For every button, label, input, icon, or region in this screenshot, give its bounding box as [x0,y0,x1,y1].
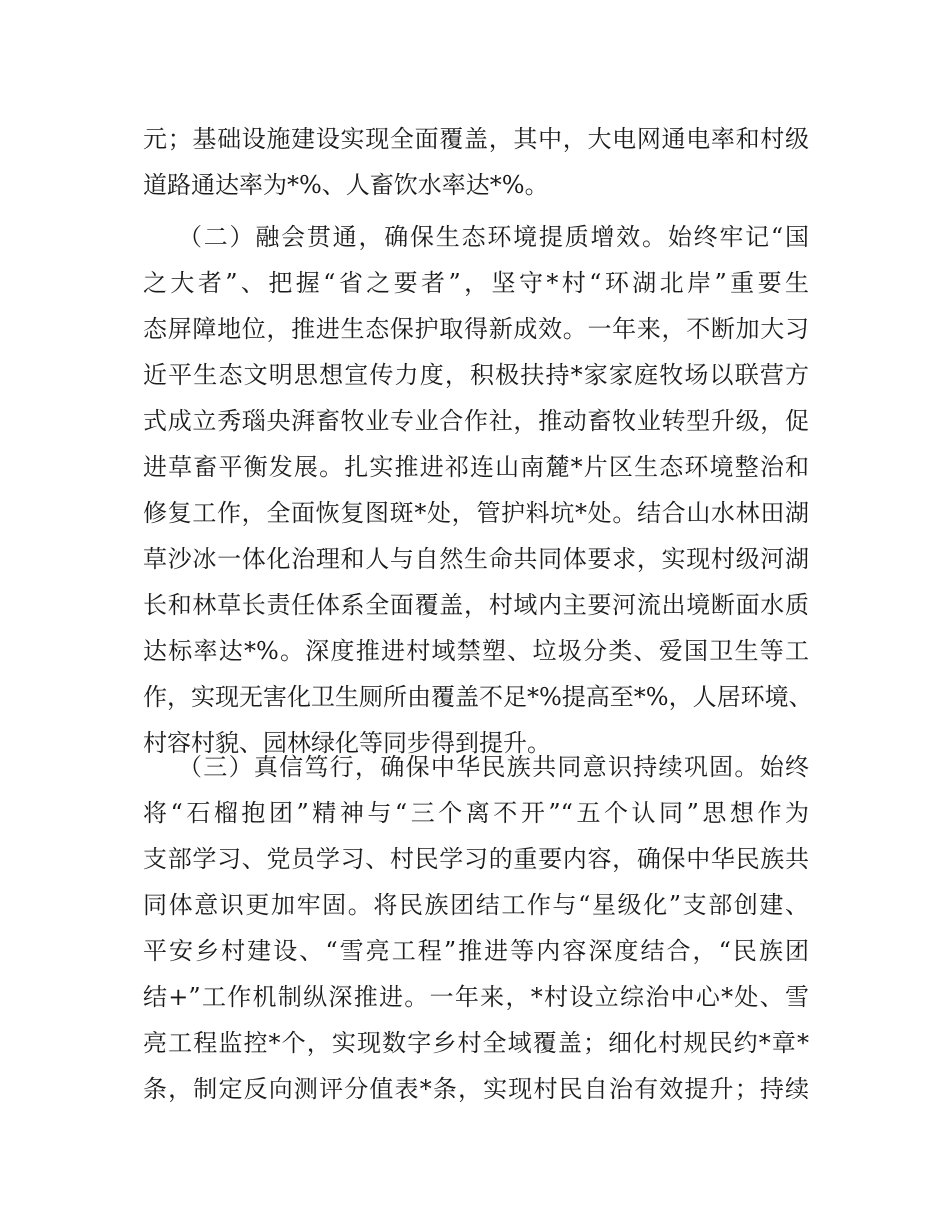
text-line: 支部学习、党员学习、村民学习的重要内容，确保中华民族共 [143,845,809,873]
text-line: 亮工程监控*个，实现数字乡村全域覆盖；细化村规民约*章* [143,1029,809,1057]
text-line: 态屏障地位，推进生态保护取得新成效。一年来，不断加大习 [143,315,809,343]
text-line: 道路通达率为*%、人畜饮水率达*%。 [143,171,549,199]
text-line: 之大者”、把握“省之要者”，坚守*村“环湖北岸”重要生 [143,269,809,297]
text-line: 草沙冰一体化治理和人与自然生命共同体要求，实现村级河湖 [143,545,809,573]
text-line: 将“石榴抱团”精神与“三个离不开”“五个认同”思想作为 [143,799,809,827]
section-heading-line: （二）融会贯通，确保生态环境提质增效。始终牢记“国 [178,223,809,251]
text-line: 作，实现无害化卫生厕所由覆盖不足*%提高至*%，人居环境、 [143,683,813,711]
text-line: 同体意识更加牢固。将民族团结工作与“星级化”支部创建、 [143,891,809,919]
text-line: 村容村貌、园林绿化等同步得到提升。 [143,729,551,757]
text-line: 近平生态文明思想宣传力度，积极扶持*家家庭牧场以联营方 [143,361,809,389]
text-line: 平安乡村建设、“雪亮工程”推进等内容深度结合，“民族团 [143,937,809,965]
text-line: 进草畜平衡发展。扎实推进祁连山南麓*片区生态环境整治和 [143,453,809,481]
text-line: 元；基础设施建设实现全面覆盖，其中，大电网通电率和村级 [143,125,809,153]
text-line: 式成立秀瑙央湃畜牧业专业合作社，推动畜牧业转型升级，促 [143,407,809,435]
text-line: 结+”工作机制纵深推进。一年来，*村设立综治中心*处、雪 [143,983,809,1011]
text-line: 长和林草长责任体系全面覆盖，村域内主要河流出境断面水质 [143,591,809,619]
section-heading-line: （三）真信笃行，确保中华民族共同意识持续巩固。始终 [178,753,809,781]
text-line: 条，制定反向测评分值表*条，实现村民自治有效提升；持续 [143,1075,809,1103]
text-line: 达标率达*%。深度推进村域禁塑、垃圾分类、爱国卫生等工 [143,637,809,665]
text-line: 修复工作，全面恢复图斑*处，管护料坑*处。结合山水林田湖 [143,499,809,527]
